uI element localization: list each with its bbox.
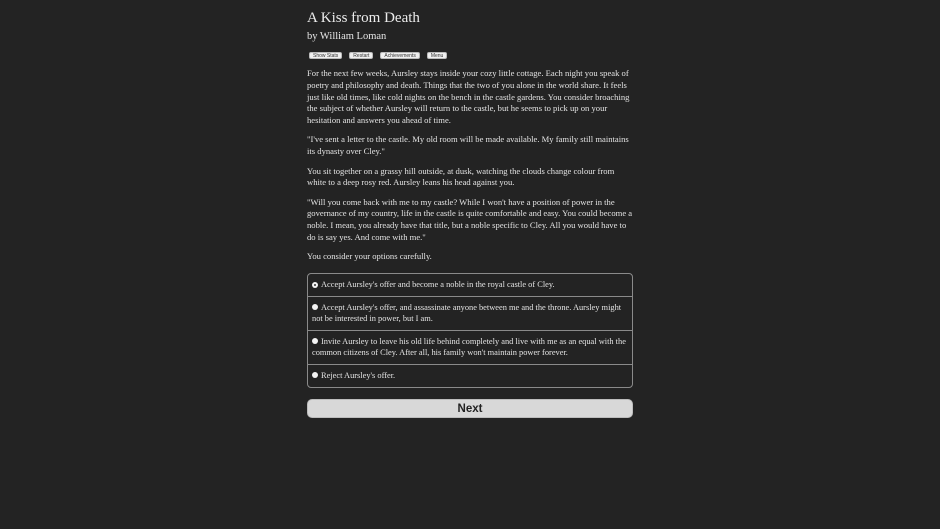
choice-label: Reject Aursley's offer. xyxy=(321,370,396,380)
choice-label: Accept Aursley's offer and become a noble in the royal castle of Cley. xyxy=(321,280,555,289)
restart-button[interactable]: Restart xyxy=(349,52,373,59)
choice-option-1[interactable] xyxy=(308,274,632,296)
radio-icon[interactable] xyxy=(312,338,318,344)
show-stats-button[interactable]: Show Stats xyxy=(309,52,342,59)
story-paragraph: "Will you come back with me to my castle? While I won't have a position of power in the governance of my country, life in the castle is quite comfortable and easy. You could become a noble. I mean, you already have that title, but a noble specific to Cley. All you would have to do is say yes. And come with me." xyxy=(307,196,633,243)
radio-icon[interactable] xyxy=(312,372,318,378)
choice-option-3[interactable] xyxy=(308,330,632,364)
story-paragraph: You consider your options carefully. xyxy=(307,251,432,262)
choice-label: Accept Aursley's offer, and assassinate anyone between me and the throne. Aursley might not be interested in power, but I am. xyxy=(312,302,622,324)
menu-button[interactable]: Menu xyxy=(427,52,448,59)
game-title: A Kiss from Death xyxy=(307,10,420,26)
choice-label: Invite Aursley to leave his old life behind completely and live with me as an equal with the common citizens of Cley. After all, his family won't maintain power forever. xyxy=(312,336,626,358)
story-paragraph: For the next few weeks, Aursley stays inside your cozy little cottage. Each night you speak of poetry and philosophy and death. Things that the two of you alone in the world share. It feels just like old times, like cold nights on the bench in the castle gardens. You consider broaching the subject of whether Aursley will return to the castle, but he seems to pick up on your hesitation and answers you ahead of time. xyxy=(307,68,630,126)
choice-option-2[interactable] xyxy=(308,296,632,330)
story-paragraph: You sit together on a grassy hill outside, at dusk, watching the clouds change colour from white to a deep rosy red. Aursley leans his head against you. xyxy=(307,165,615,188)
radio-icon[interactable] xyxy=(312,304,318,310)
choice-option-4[interactable] xyxy=(308,364,632,387)
story-paragraph: "I've sent a letter to the castle. My old room will be made available. My family still maintains its dynasty over Cley." xyxy=(307,134,629,157)
next-button[interactable]: Next xyxy=(307,399,633,418)
achievements-button[interactable]: Achievements xyxy=(380,52,419,59)
story-text xyxy=(307,68,633,271)
game-toolbar xyxy=(309,52,447,59)
choice-list xyxy=(307,273,633,388)
radio-selected-icon[interactable] xyxy=(312,282,318,288)
game-author: by William Loman xyxy=(307,31,387,42)
